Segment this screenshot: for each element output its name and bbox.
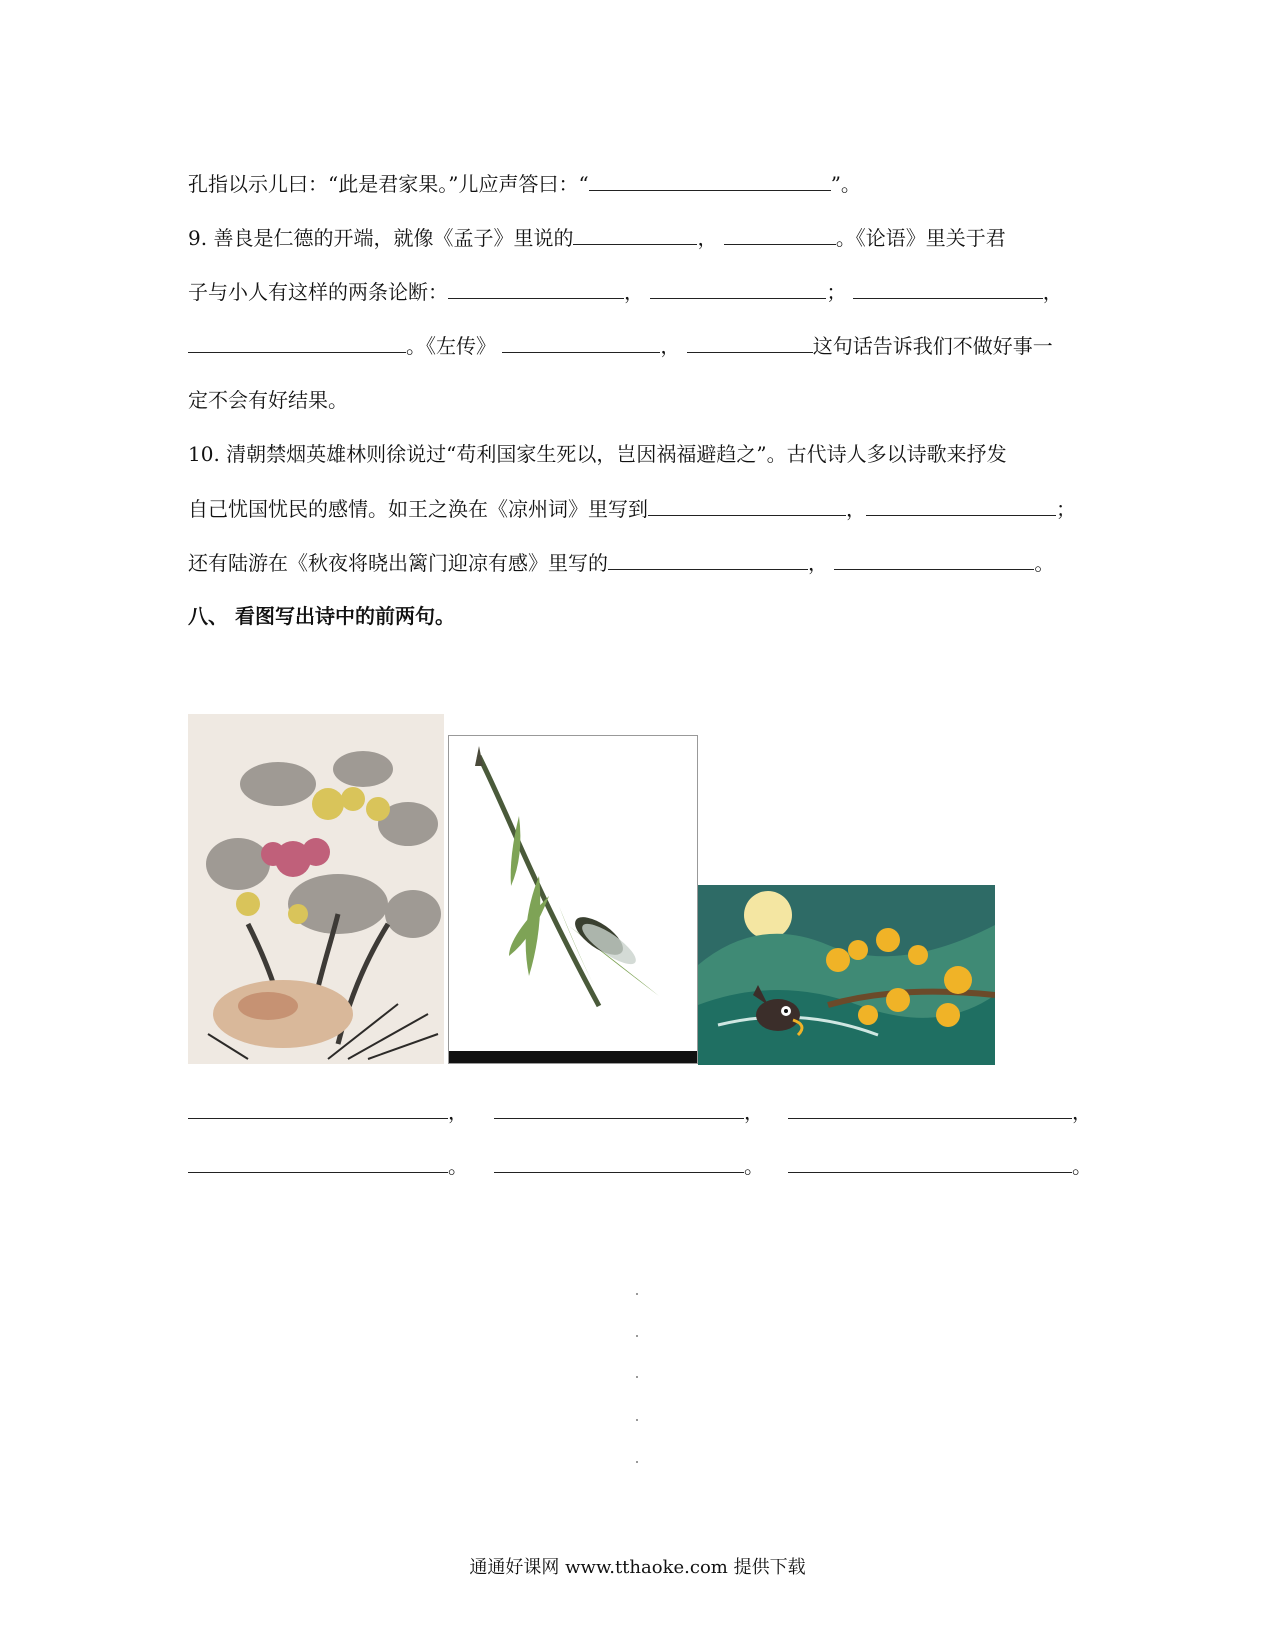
question-10-line-1: 10. 清朝禁烟英雄林则徐说过“苟利国家生死以，岂因祸福避趋之”。古代诗人多以诗歌来抒发 — [188, 442, 1007, 466]
page-footer: 通通好课网 www.tthaoke.com 提供下载 — [469, 1557, 806, 1578]
text-line-1: 孔指以示儿曰：“此是君家果。”儿应声答曰：“ ”。 — [188, 168, 861, 199]
answer-blank[interactable] — [853, 276, 1043, 299]
answer-blank[interactable] — [448, 276, 624, 299]
answer-blank[interactable] — [648, 493, 846, 516]
answer-blank[interactable] — [866, 493, 1056, 516]
answer-blank[interactable] — [494, 1096, 744, 1119]
answer-blank[interactable] — [650, 276, 826, 299]
question-9-line-2: 子与小人有这样的两条论断： ， ； ， — [188, 276, 1063, 307]
stray-dot — [636, 1419, 638, 1421]
answer-blank[interactable] — [589, 168, 831, 191]
answer-line-6: 。 — [788, 1150, 1092, 1181]
answer-blank[interactable] — [724, 222, 836, 245]
answer-blank[interactable] — [608, 547, 808, 570]
cicada-willow-image — [448, 735, 698, 1064]
question-9-line-3: 。《左传》 ， 这句话告诉我们不做好事一 — [188, 330, 1053, 361]
answer-line-2: ， — [494, 1096, 764, 1127]
question-9-line-4: 定不会有好结果。 — [188, 388, 348, 412]
answer-blank[interactable] — [788, 1150, 1072, 1173]
stray-dot — [636, 1293, 638, 1295]
answer-line-3: ， — [788, 1096, 1092, 1127]
bird-osmanthus-image — [698, 885, 995, 1065]
answer-blank[interactable] — [494, 1150, 744, 1173]
answer-blank[interactable] — [687, 330, 813, 353]
question-9-line-1: 9. 善良是仁德的开端，就像《孟子》里说的 ， 。《论语》里关于君 — [188, 222, 1006, 253]
question-10-line-2: 自己忧国忧民的感情。如王之涣在《凉州词》里写到 ， ； — [188, 493, 1076, 524]
answer-line-1: ， — [188, 1096, 468, 1127]
answer-blank[interactable] — [188, 1096, 448, 1119]
stray-dot — [636, 1461, 638, 1463]
answer-blank[interactable] — [573, 222, 697, 245]
answer-blank[interactable] — [502, 330, 660, 353]
question-10-line-3: 还有陆游在《秋夜将晓出篱门迎凉有感》里写的 ， 。 — [188, 547, 1054, 578]
section-8-heading: 八、 看图写出诗中的前两句。 — [188, 604, 455, 628]
answer-line-5: 。 — [494, 1150, 764, 1181]
answer-blank[interactable] — [834, 547, 1034, 570]
stray-dot — [636, 1376, 638, 1378]
answer-line-4: 。 — [188, 1150, 468, 1181]
stray-dot — [636, 1335, 638, 1337]
answer-blank[interactable] — [188, 330, 406, 353]
answer-blank[interactable] — [188, 1150, 448, 1173]
answer-blank[interactable] — [788, 1096, 1072, 1119]
chrysanthemum-painting-image — [188, 714, 444, 1064]
